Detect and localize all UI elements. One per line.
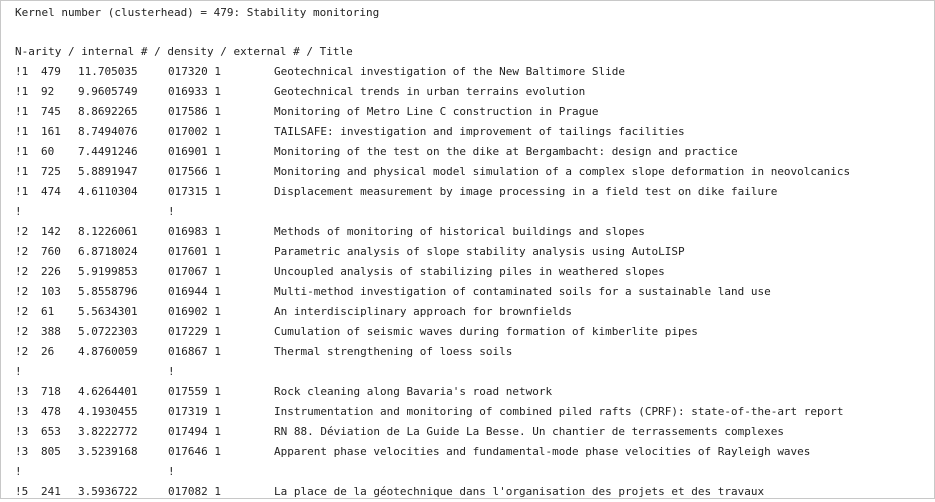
- narity-cell: !2: [15, 325, 29, 338]
- external-id-cell: 017229 1: [168, 325, 221, 338]
- list-item: [1, 182, 931, 202]
- narity-cell: !1: [15, 145, 29, 158]
- narity-cell: !2: [15, 305, 29, 318]
- density-cell: 7.4491246: [78, 145, 138, 158]
- title-cell: Thermal strengthening of loess soils: [274, 345, 513, 358]
- external-id-cell: 017315 1: [168, 185, 221, 198]
- external-id-cell: 017320 1: [168, 65, 221, 78]
- list-item: [1, 62, 931, 82]
- density-cell: 5.0722303: [78, 325, 138, 338]
- narity-cell: !2: [15, 245, 29, 258]
- internal-id-cell: 241: [41, 485, 61, 498]
- separator-mark-right: !: [168, 365, 175, 378]
- internal-id-cell: 103: [41, 285, 61, 298]
- density-cell: 6.8718024: [78, 245, 138, 258]
- density-cell: 4.6110304: [78, 185, 138, 198]
- density-cell: 4.6264401: [78, 385, 138, 398]
- narity-cell: !1: [15, 65, 29, 78]
- narity-cell: !3: [15, 405, 29, 418]
- title-cell: Monitoring of Metro Line C construction in Prague: [274, 105, 599, 118]
- list-item: [1, 322, 931, 342]
- density-cell: 9.9605749: [78, 85, 138, 98]
- title-cell: Multi-method investigation of contaminated soils for a sustainable land use: [274, 285, 771, 298]
- list-item: [1, 242, 931, 262]
- narity-cell: !1: [15, 185, 29, 198]
- list-item: [1, 382, 931, 402]
- separator-mark-left: !: [15, 465, 22, 478]
- external-id-cell: 017566 1: [168, 165, 221, 178]
- density-cell: 3.5936722: [78, 485, 138, 498]
- internal-id-cell: 479: [41, 65, 61, 78]
- title-cell: An interdisciplinary approach for brownfields: [274, 305, 573, 318]
- narity-cell: !1: [15, 125, 29, 138]
- internal-id-cell: 474: [41, 185, 61, 198]
- list-item: [1, 442, 931, 462]
- separator-mark-left: !: [15, 205, 22, 218]
- internal-id-cell: 718: [41, 385, 61, 398]
- list-item: [1, 222, 931, 242]
- density-cell: 5.8558796: [78, 285, 138, 298]
- internal-id-cell: 478: [41, 405, 61, 418]
- narity-cell: !3: [15, 385, 29, 398]
- narity-cell: !3: [15, 425, 29, 438]
- list-item: [1, 282, 931, 302]
- list-item: [1, 422, 931, 442]
- density-cell: 8.7494076: [78, 125, 138, 138]
- title-cell: Instrumentation and monitoring of combined piled rafts (CPRF): state-of-the-art report: [274, 405, 844, 418]
- density-cell: 5.8891947: [78, 165, 138, 178]
- narity-cell: !2: [15, 265, 29, 278]
- external-id-cell: 017559 1: [168, 385, 221, 398]
- title-cell: Geotechnical investigation of the New Baltimore Slide: [274, 65, 625, 78]
- external-id-cell: 017067 1: [168, 265, 221, 278]
- internal-id-cell: 226: [41, 265, 61, 278]
- title-cell: Monitoring of the test on the dike at Bergambacht: design and practice: [274, 145, 738, 158]
- external-id-cell: 017586 1: [168, 105, 221, 118]
- title-cell: Cumulation of seismic waves during formation of kimberlite pipes: [274, 325, 698, 338]
- narity-cell: !1: [15, 85, 29, 98]
- narity-cell: !5: [15, 485, 29, 498]
- title-cell: Methods of monitoring of historical buildings and slopes: [274, 225, 645, 238]
- external-id-cell: 017082 1: [168, 485, 221, 498]
- list-item: [1, 82, 931, 102]
- external-id-cell: 017601 1: [168, 245, 221, 258]
- density-cell: 8.8692265: [78, 105, 138, 118]
- internal-id-cell: 142: [41, 225, 61, 238]
- internal-id-cell: 745: [41, 105, 61, 118]
- narity-cell: !2: [15, 225, 29, 238]
- external-id-cell: 016867 1: [168, 345, 221, 358]
- external-id-cell: 016933 1: [168, 85, 221, 98]
- narity-cell: !2: [15, 345, 29, 358]
- external-id-cell: 017319 1: [168, 405, 221, 418]
- internal-id-cell: 653: [41, 425, 61, 438]
- list-item: [1, 162, 931, 182]
- list-item: [1, 142, 931, 162]
- internal-id-cell: 805: [41, 445, 61, 458]
- internal-id-cell: 60: [41, 145, 55, 158]
- internal-id-cell: 161: [41, 125, 61, 138]
- narity-cell: !3: [15, 445, 29, 458]
- internal-id-cell: 388: [41, 325, 61, 338]
- title-cell: Displacement measurement by image processing in a field test on dike failure: [274, 185, 778, 198]
- list-item: [1, 342, 931, 362]
- internal-id-cell: 725: [41, 165, 61, 178]
- density-cell: 11.705035: [78, 65, 138, 78]
- external-id-cell: 016901 1: [168, 145, 221, 158]
- density-cell: 4.8760059: [78, 345, 138, 358]
- density-cell: 5.5634301: [78, 305, 138, 318]
- density-cell: 3.8222772: [78, 425, 138, 438]
- title-cell: TAILSAFE: investigation and improvement of tailings facilities: [274, 125, 685, 138]
- list-item: [1, 262, 931, 282]
- group-separator: [1, 202, 931, 222]
- internal-id-cell: 26: [41, 345, 55, 358]
- title-cell: Rock cleaning along Bavaria's road network: [274, 385, 553, 398]
- separator-mark-left: !: [15, 365, 22, 378]
- density-cell: 5.9199853: [78, 265, 138, 278]
- external-id-cell: 016983 1: [168, 225, 221, 238]
- kernel-heading: Kernel number (clusterhead) = 479: Stability monitoring: [15, 6, 380, 19]
- external-id-cell: 016902 1: [168, 305, 221, 318]
- narity-cell: !1: [15, 165, 29, 178]
- density-cell: 4.1930455: [78, 405, 138, 418]
- external-id-cell: 017494 1: [168, 425, 221, 438]
- title-cell: Parametric analysis of slope stability analysis using AutoLISP: [274, 245, 685, 258]
- title-cell: Uncoupled analysis of stabilizing piles in weathered slopes: [274, 265, 665, 278]
- internal-id-cell: 760: [41, 245, 61, 258]
- title-cell: Apparent phase velocities and fundamental-mode phase velocities of Rayleigh waves: [274, 445, 811, 458]
- list-item: [1, 302, 931, 322]
- list-item: [1, 402, 931, 422]
- separator-mark-right: !: [168, 205, 175, 218]
- external-id-cell: 016944 1: [168, 285, 221, 298]
- title-cell: Geotechnical trends in urban terrains evolution: [274, 85, 586, 98]
- external-id-cell: 017646 1: [168, 445, 221, 458]
- narity-cell: !2: [15, 285, 29, 298]
- narity-cell: !1: [15, 105, 29, 118]
- list-item: [1, 122, 931, 142]
- density-cell: 3.5239168: [78, 445, 138, 458]
- title-cell: La place de la géotechnique dans l'organisation des projets et des travaux: [274, 485, 765, 498]
- list-item: [1, 102, 931, 122]
- internal-id-cell: 61: [41, 305, 55, 318]
- internal-id-cell: 92: [41, 85, 55, 98]
- column-header: N-arity / internal # / density / external # / Title: [15, 45, 353, 58]
- external-id-cell: 017002 1: [168, 125, 221, 138]
- group-separator: [1, 362, 931, 382]
- density-cell: 8.1226061: [78, 225, 138, 238]
- title-cell: RN 88. Déviation de La Guide La Besse. Un chantier de terrassements complexes: [274, 425, 784, 438]
- list-item: [1, 482, 931, 502]
- separator-mark-right: !: [168, 465, 175, 478]
- title-cell: Monitoring and physical model simulation of a complex slope deformation in neovolcanics: [274, 165, 851, 178]
- group-separator: [1, 462, 931, 482]
